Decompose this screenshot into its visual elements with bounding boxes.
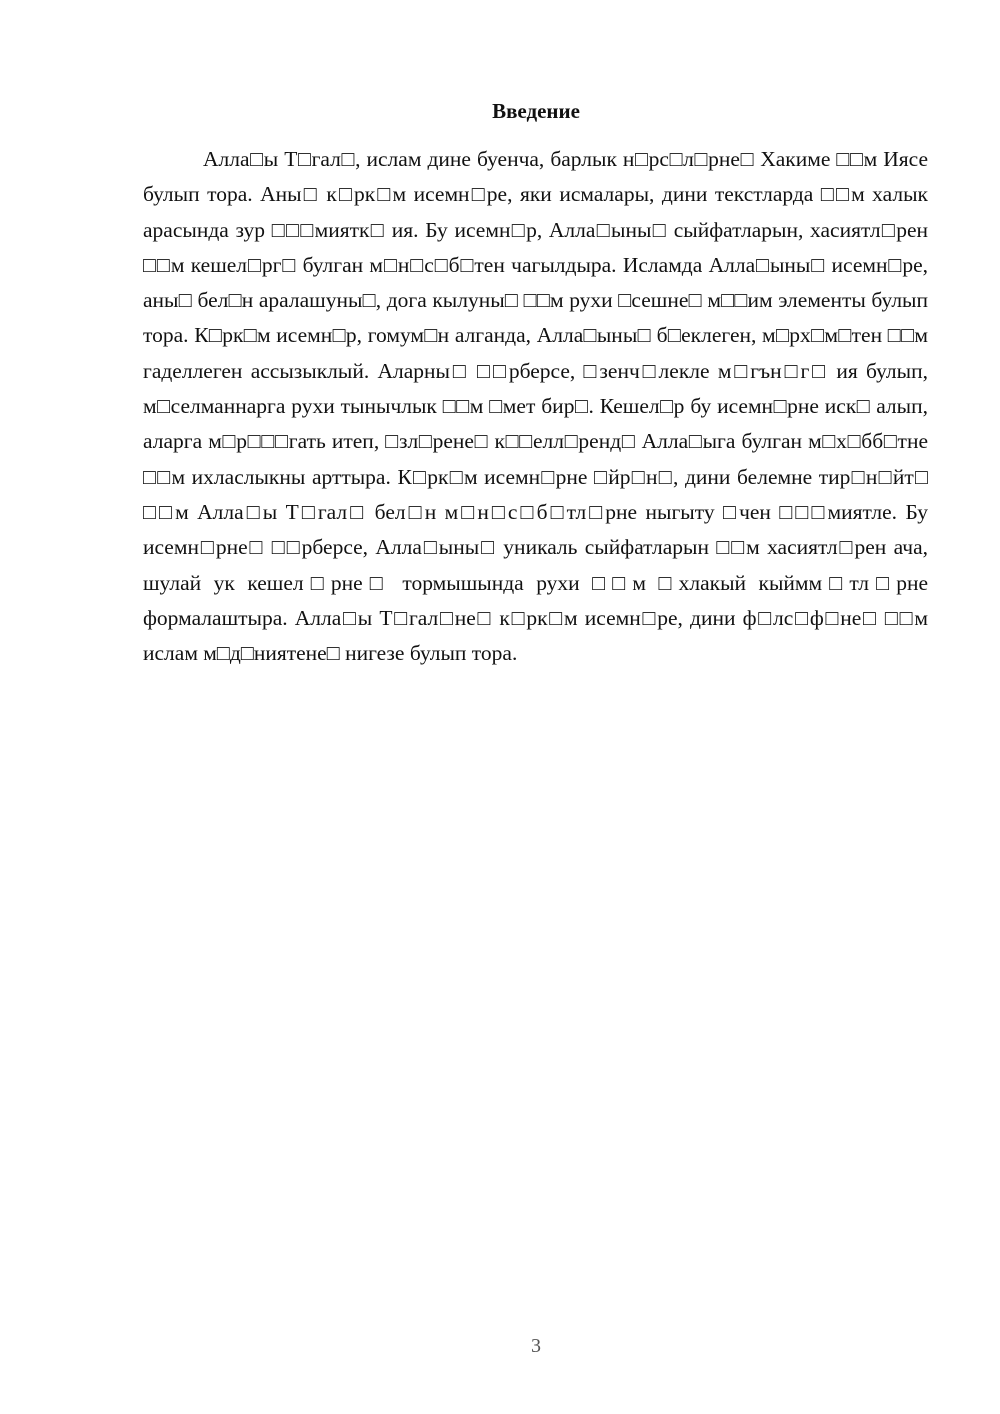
section-title: Введение	[492, 99, 580, 123]
body-paragraph: Алла□ы Т□гал□, ислам дине буенча, барлык н□рс□л□рне□ Хакиме □□м Иясе булып тора. Аны□ к□рк□м исемн□ре, яки исмалары, дини текстларда □□м халык арасында зур □□□миятк□ ия. Бу исемн□р, Алла□ыны□ сыйфатларын, хасиятл□рен □□м кешел□рг□ булган м□н□с□б□тен чагылдыра. Исламда Алла□ыны□ исемн□ре, аны□ бел□н аралашуны□, дога кылуны□ □□м рухи □сешне□ м□□им элементы булып тора. К□рк□м исемн□р, гомум□н алганда, Алла□ыны□ б□еклеген, м□рх□м□тен □□м гаделлеген ассызыклый. Аларны□ □□рберсе, □зенч□лекле м□гън□г□ ия булып, м□селманнарга рухи тынычлык □□м □мет бир□. Кешел□р бу исемн□рне иск□ алып, аларга м□р□□□гать итеп, □зл□рене□ к□□елл□ренд□ Алла□ыга булган м□х□бб□тне □□м ихласлыкны арттыра. К□рк□м исемн□рне □йр□н□, дини белемне тир□н□йт□ □□м Алла□ы Т□гал□ бел□н м□н□с□б□тл□рне ныгыту □чен □□□миятле. Бу исемн□рне□ □□рберсе, Алла□ыны□ уникаль сыйфатларын □□м хасиятл□рен ача, шулай ук кешел□рне□ тормышында рухи □□м □хлакый кыймм□тл□рне формалаштыра. Алла□ы Т□гал□не□ к□рк□м исемн□ре, дини ф□лс□ф□не□ □□м ислам м□д□ниятене□ нигезе булып тора.	[143, 147, 928, 666]
page-number: 3	[531, 1335, 541, 1357]
